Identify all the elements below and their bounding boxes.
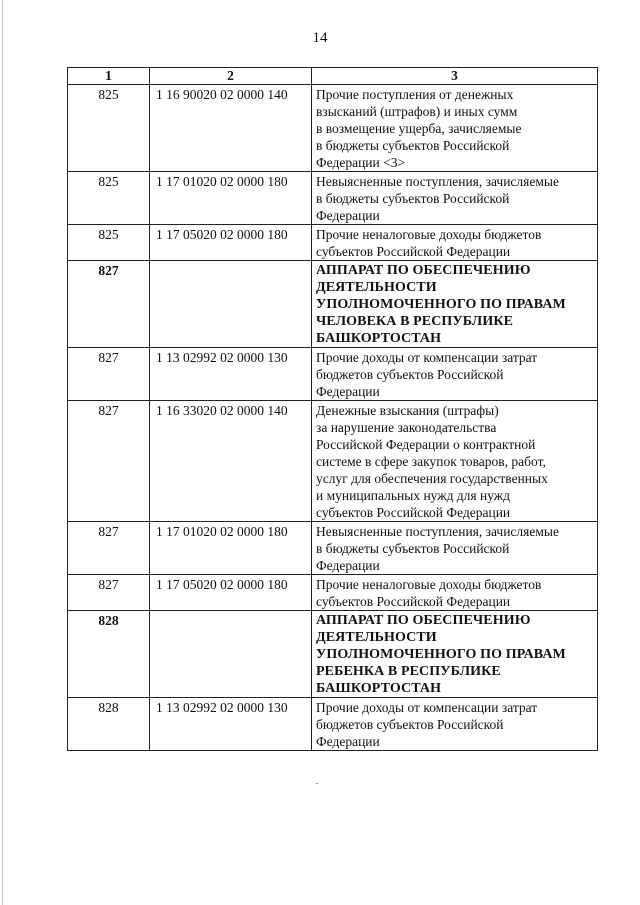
admin-code-cell: 827: [68, 522, 150, 575]
table-header-row: [68, 68, 598, 85]
revenue-code-cell: 1 17 01020 02 0000 180: [150, 522, 312, 575]
revenue-code-cell: 1 17 05020 02 0000 180: [150, 575, 312, 611]
revenue-name-cell: АППАРАТ ПО ОБЕСПЕЧЕНИЮ ДЕЯТЕЛЬНОСТИ УПОЛНОМОЧЕННОГО ПО ПРАВАМ ЧЕЛОВЕКА В РЕСПУБЛИКЕ БАШКОРТОСТАН: [312, 261, 598, 348]
revenue-name-cell: Прочие доходы от компенсации затрат бюджетов субъектов Российской Федерации: [312, 698, 598, 751]
admin-code-cell: 825: [68, 172, 150, 225]
table-row: [68, 522, 598, 575]
revenue-name-cell: Невыясненные поступления, зачисляемые в бюджеты субъектов Российской Федерации: [312, 522, 598, 575]
table-row: [68, 85, 598, 172]
revenue-code-cell: [150, 261, 312, 348]
revenue-code-cell: 1 17 05020 02 0000 180: [150, 225, 312, 261]
column-header-1: 1: [68, 68, 150, 85]
revenue-name-cell: Денежные взыскания (штрафы) за нарушение законодательства Российской Федерации о контрактной системе в сфере закупок товаров, работ, услуг для обеспечения государственных и муниципальных нужд для нужд субъектов Российской Федерации: [312, 401, 598, 522]
revenue-code-cell: 1 13 02992 02 0000 130: [150, 348, 312, 401]
table-row: [68, 348, 598, 401]
revenue-code-cell: 1 13 02992 02 0000 130: [150, 698, 312, 751]
table-row: [68, 698, 598, 751]
revenue-name-cell: Прочие неналоговые доходы бюджетов субъектов Российской Федерации: [312, 225, 598, 261]
revenue-name-cell: Прочие неналоговые доходы бюджетов субъектов Российской Федерации: [312, 575, 598, 611]
table-row: [68, 172, 598, 225]
revenue-name-cell: Прочие поступления от денежных взысканий (штрафов) и иных сумм в возмещение ущерба, зачисляемые в бюджеты субъектов Российской Федерации <3>: [312, 85, 598, 172]
column-header-2: 2: [150, 68, 312, 85]
table-row-heading: [68, 261, 598, 348]
admin-code-cell: 827: [68, 348, 150, 401]
page-number: 14: [312, 30, 328, 46]
revenue-codes-table: [67, 67, 598, 751]
admin-code-cell: 827: [68, 401, 150, 522]
revenue-code-cell: 1 17 01020 02 0000 180: [150, 172, 312, 225]
admin-code-cell: 828: [68, 698, 150, 751]
revenue-name-cell: Невыясненные поступления, зачисляемые в бюджеты субъектов Российской Федерации: [312, 172, 598, 225]
revenue-name-cell: АППАРАТ ПО ОБЕСПЕЧЕНИЮ ДЕЯТЕЛЬНОСТИ УПОЛНОМОЧЕННОГО ПО ПРАВАМ РЕБЕНКА В РЕСПУБЛИКЕ БАШКОРТОСТАН: [312, 611, 598, 698]
admin-code-cell: 825: [68, 225, 150, 261]
admin-code-cell: 827: [68, 261, 150, 348]
admin-code-cell: 828: [68, 611, 150, 698]
admin-code-cell: 825: [68, 85, 150, 172]
table-row: [68, 575, 598, 611]
table-row-heading: [68, 611, 598, 698]
revenue-code-cell: 1 16 90020 02 0000 140: [150, 85, 312, 172]
revenue-code-cell: [150, 611, 312, 698]
table-row: [68, 401, 598, 522]
column-header-3: 3: [312, 68, 598, 85]
admin-code-cell: 827: [68, 575, 150, 611]
revenue-code-cell: 1 16 33020 02 0000 140: [150, 401, 312, 522]
scan-edge-line: [2, 0, 3, 905]
table-row: [68, 225, 598, 261]
scan-speck: [316, 783, 318, 784]
table-body: [68, 85, 598, 751]
revenue-name-cell: Прочие доходы от компенсации затрат бюджетов субъектов Российской Федерации: [312, 348, 598, 401]
